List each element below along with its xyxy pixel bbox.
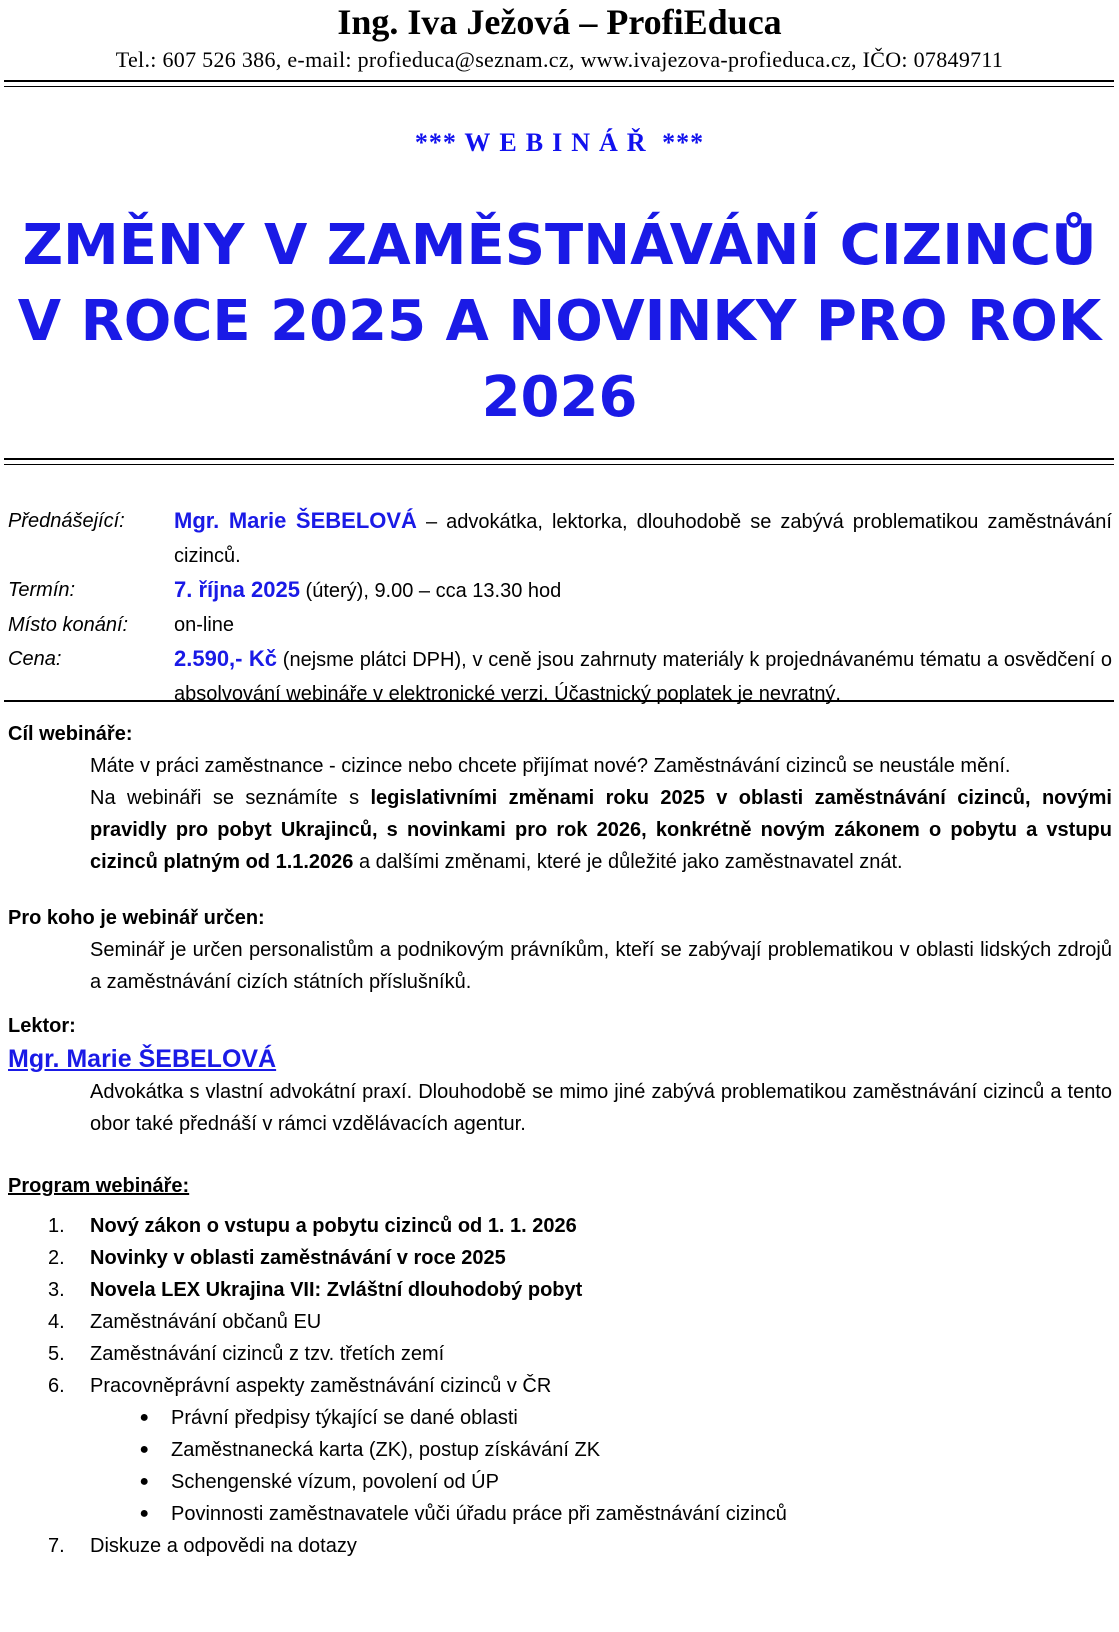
- item-text: Zaměstnávání cizinců z tzv. třetích zemí: [90, 1343, 445, 1365]
- item-number: 4.: [48, 1311, 65, 1333]
- goal-section: [8, 718, 1112, 878]
- info-row-lecturer: [8, 504, 1112, 573]
- title-line-3: 2026: [481, 365, 638, 430]
- sub-list-item: [8, 1466, 1112, 1498]
- goal-heading: Cíl webináře:: [8, 723, 133, 745]
- stars-left: ***: [414, 128, 457, 157]
- goal-p2-start: Na webináři se seznámíte s: [90, 787, 371, 809]
- list-item: [8, 1338, 1112, 1370]
- list-item: [8, 1210, 1112, 1242]
- lecturer-value: [174, 504, 1112, 573]
- list-item: [8, 1306, 1112, 1338]
- item-number: 7.: [48, 1535, 65, 1557]
- bullet-icon: ●: [139, 1441, 149, 1458]
- item-number: 3.: [48, 1279, 65, 1301]
- date-label: Termín:: [8, 579, 76, 601]
- webinar-label: [0, 128, 1119, 158]
- goal-paragraph-1: Máte v práci zaměstnance - cizince nebo chcete přijímat nové? Zaměstnávání cizinců se neustále mění.: [90, 755, 1011, 777]
- goal-body: [8, 750, 1112, 878]
- list-item: [8, 1370, 1112, 1402]
- lecturer-label: Přednášející:: [8, 510, 125, 532]
- lector-bio: Advokátka s vlastní advokátní praxí. Dlouhodobě se mimo jiné zabývá problematikou zaměstnávání cizinců a tento obor také přednáší v rámci vzdělávacích agentur.: [90, 1081, 1112, 1135]
- item-text: Diskuze a odpovědi na dotazy: [90, 1535, 357, 1557]
- item-number: 2.: [48, 1247, 65, 1269]
- audience-body: [8, 934, 1112, 998]
- item-text: Novinky v oblasti zaměstnávání v roce 2025: [90, 1247, 506, 1269]
- lector-section: [8, 1010, 1112, 1140]
- goal-paragraph-2: [90, 782, 1112, 878]
- price-rest: (nejsme plátci DPH), v ceně jsou zahrnuty materiály k projednávanému tématu a osvědčení o absolvování webináře v elektronické verzi. Účastnický poplatek je nevratný.: [174, 649, 1112, 705]
- item-number: 1.: [48, 1215, 65, 1237]
- sub-item-text: Právní předpisy týkající se dané oblasti: [171, 1407, 518, 1429]
- organization-name: Ing. Iva Ježová – ProfiEduca: [337, 2, 782, 42]
- bullet-icon: ●: [139, 1473, 149, 1490]
- program-heading: Program webináře:: [8, 1175, 190, 1197]
- date-value: 7. října 2025: [174, 577, 300, 602]
- stars-right: ***: [662, 128, 705, 157]
- info-block: [8, 504, 1112, 711]
- lecturer-description: – advokátka, lektorka, dlouhodobě se zabývá problematikou zaměstnávání cizinců.: [174, 511, 1112, 567]
- sub-item-text: Zaměstnanecká karta (ZK), postup získávání ZK: [171, 1439, 601, 1461]
- item-text: Nový zákon o vstupu a pobytu cizinců od 1. 1. 2026: [90, 1215, 577, 1237]
- item-number: 6.: [48, 1375, 65, 1397]
- lector-name-link[interactable]: Mgr. Marie ŠEBELOVÁ: [8, 1045, 277, 1073]
- program-list: [8, 1210, 1112, 1562]
- sub-list-item: [8, 1434, 1112, 1466]
- item-number: 5.: [48, 1343, 65, 1365]
- goal-p2-bold: legislativními změnami roku 2025 v oblasti zaměstnávání cizinců, novými pravidly pro pobyt Ukrajinců, s novinkami pro rok 2026, konkrétně novým zákonem o pobytu a vstupu cizinců platným od 1.1.2026: [90, 787, 1112, 873]
- contact-line: Tel.: 607 526 386, e-mail: profieduca@seznam.cz, www.ivajezova-profieduca.cz, IČO: 07849711: [115, 47, 1004, 72]
- sub-list-item: [8, 1498, 1112, 1530]
- header-divider: [4, 80, 1114, 87]
- title-line-1: ZMĚNY V ZAMĚSTNÁVÁNÍ CIZINCŮ: [22, 213, 1097, 278]
- info-divider: [4, 700, 1114, 702]
- item-text: Novela LEX Ukrajina VII: Zvláštní dlouhodobý pobyt: [90, 1279, 583, 1301]
- audience-section: [8, 902, 1112, 998]
- bullet-icon: ●: [139, 1409, 149, 1426]
- page-title: [0, 208, 1119, 436]
- info-row-date: [8, 573, 1112, 608]
- lector-heading: Lektor:: [8, 1015, 76, 1037]
- info-row-place: [8, 608, 1112, 642]
- place-value: on-line: [174, 614, 235, 636]
- price-value: 2.590,- Kč: [174, 646, 277, 671]
- list-item: [8, 1274, 1112, 1306]
- place-label: Místo konání:: [8, 614, 129, 636]
- date-value-wrap: [174, 573, 1112, 608]
- lecturer-name: Mgr. Marie ŠEBELOVÁ: [174, 508, 417, 533]
- date-rest: (úterý), 9.00 – cca 13.30 hod: [299, 580, 562, 602]
- price-label: Cena:: [8, 648, 62, 670]
- title-divider: [4, 458, 1114, 465]
- item-text: Zaměstnávání občanů EU: [90, 1311, 322, 1333]
- sub-item-text: Povinnosti zaměstnavatele vůči úřadu práce při zaměstnávání cizinců: [171, 1503, 787, 1525]
- sub-item-text: Schengenské vízum, povolení od ÚP: [171, 1471, 499, 1493]
- item-text: Pracovněprávní aspekty zaměstnávání cizinců v ČR: [90, 1375, 552, 1397]
- audience-text: Seminář je určen personalistům a podnikovým právníkům, kteří se zabývají problematikou v oblasti lidských zdrojů a zaměstnávání cizích státních příslušníků.: [90, 939, 1112, 993]
- lector-body: [8, 1076, 1112, 1140]
- goal-p2-end: a dalšími změnami, které je důležité jako zaměstnavatel znát.: [353, 851, 903, 873]
- sub-list-item: [8, 1402, 1112, 1434]
- bullet-icon: ●: [139, 1505, 149, 1522]
- list-item: [8, 1242, 1112, 1274]
- program-heading-wrap: [8, 1170, 1112, 1202]
- list-item: [8, 1530, 1112, 1562]
- audience-heading: Pro koho je webinář určen:: [8, 907, 265, 929]
- title-line-2: V ROCE 2025 A NOVINKY PRO ROK: [17, 289, 1102, 354]
- webinar-word: WEBINÁŘ: [464, 128, 655, 157]
